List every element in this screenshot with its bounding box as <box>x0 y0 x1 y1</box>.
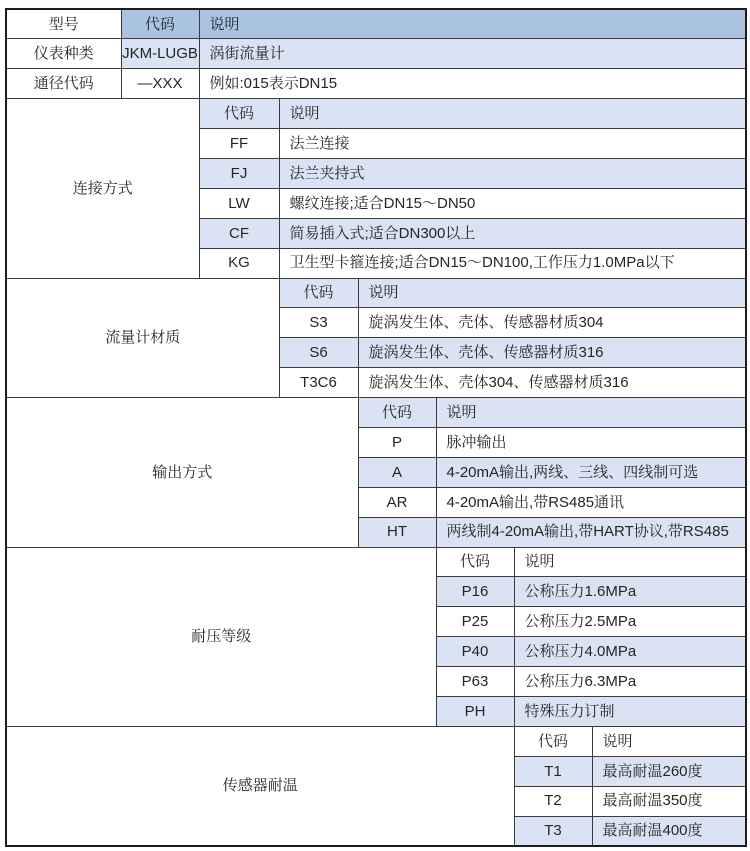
header-model: 型号 <box>6 9 121 39</box>
section-label-temperature: 传感器耐温 <box>6 726 514 846</box>
desc-cell: 公称压力6.3MPa <box>514 667 746 697</box>
sub-header-code: 代码 <box>436 547 514 577</box>
table-row <box>6 398 746 428</box>
code-cell: —XXX <box>121 69 199 99</box>
desc-cell: 螺纹连接;适合DN15～DN50 <box>279 188 746 218</box>
sub-header-desc: 说明 <box>592 726 746 756</box>
code-cell: S6 <box>279 338 358 368</box>
code-cell: A <box>358 457 436 487</box>
sub-header-desc: 说明 <box>514 547 746 577</box>
desc-cell: 简易插入式;适合DN300以上 <box>279 218 746 248</box>
sub-header-desc: 说明 <box>436 398 746 428</box>
header-row <box>6 9 746 39</box>
desc-cell: 最高耐温260度 <box>592 756 746 786</box>
code-cell: P16 <box>436 577 514 607</box>
sub-header-code: 代码 <box>279 278 358 308</box>
desc-cell: 法兰夹持式 <box>279 158 746 188</box>
code-cell: LW <box>199 188 279 218</box>
desc-cell: 4-20mA输出,带RS485通讯 <box>436 487 746 517</box>
section-label-material: 流量计材质 <box>6 278 279 398</box>
row-label: 仪表种类 <box>6 39 121 69</box>
code-cell: P63 <box>436 667 514 697</box>
code-cell: P40 <box>436 637 514 667</box>
desc-cell: 法兰连接 <box>279 129 746 159</box>
desc-cell: 公称压力4.0MPa <box>514 637 746 667</box>
desc-cell: 最高耐温400度 <box>592 816 746 846</box>
table-row <box>6 99 746 129</box>
desc-cell: 两线制4-20mA输出,带HART协议,带RS485 <box>436 517 746 547</box>
section-label-connection: 连接方式 <box>6 99 199 278</box>
desc-cell: 涡街流量计 <box>199 39 746 69</box>
code-cell: CF <box>199 218 279 248</box>
code-cell: KG <box>199 248 279 278</box>
code-cell: JKM-LUGB <box>121 39 199 69</box>
code-cell: P <box>358 427 436 457</box>
section-label-pressure: 耐压等级 <box>6 547 436 726</box>
table-row <box>6 69 746 99</box>
code-cell: PH <box>436 696 514 726</box>
sub-header-code: 代码 <box>514 726 592 756</box>
sub-header-code: 代码 <box>358 398 436 428</box>
desc-cell: 旋涡发生体、壳体304、传感器材质316 <box>358 368 746 398</box>
desc-cell: 卫生型卡箍连接;适合DN15～DN100,工作压力1.0MPa以下 <box>279 248 746 278</box>
header-code: 代码 <box>121 9 199 39</box>
sub-header-code: 代码 <box>199 99 279 129</box>
code-cell: P25 <box>436 607 514 637</box>
code-cell: FF <box>199 129 279 159</box>
header-desc: 说明 <box>199 9 746 39</box>
table-row <box>6 39 746 69</box>
desc-cell: 特殊压力订制 <box>514 696 746 726</box>
desc-cell: 例如:015表示DN15 <box>199 69 746 99</box>
desc-cell: 公称压力2.5MPa <box>514 607 746 637</box>
desc-cell: 旋涡发生体、壳体、传感器材质316 <box>358 338 746 368</box>
table-row <box>6 278 746 308</box>
code-cell: T2 <box>514 786 592 816</box>
code-cell: FJ <box>199 158 279 188</box>
desc-cell: 4-20mA输出,两线、三线、四线制可选 <box>436 457 746 487</box>
desc-cell: 公称压力1.6MPa <box>514 577 746 607</box>
code-cell: S3 <box>279 308 358 338</box>
sub-header-desc: 说明 <box>279 99 746 129</box>
row-label: 通径代码 <box>6 69 121 99</box>
desc-cell: 脉冲输出 <box>436 427 746 457</box>
table-row <box>6 726 746 756</box>
code-cell: AR <box>358 487 436 517</box>
table-row <box>6 547 746 577</box>
model-selection-table <box>5 8 747 847</box>
desc-cell: 最高耐温350度 <box>592 786 746 816</box>
code-cell: T3 <box>514 816 592 846</box>
code-cell: HT <box>358 517 436 547</box>
code-cell: T1 <box>514 756 592 786</box>
section-label-output: 输出方式 <box>6 398 358 547</box>
sub-header-desc: 说明 <box>358 278 746 308</box>
desc-cell: 旋涡发生体、壳体、传感器材质304 <box>358 308 746 338</box>
code-cell: T3C6 <box>279 368 358 398</box>
